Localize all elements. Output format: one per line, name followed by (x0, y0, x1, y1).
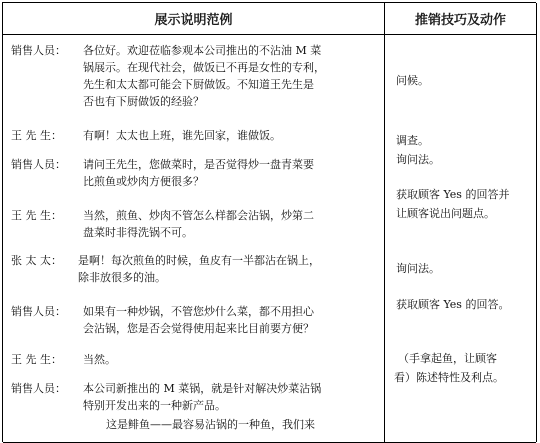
technique-note: 询问法。 (396, 262, 440, 275)
dialogue-line: 当然，煎鱼、炒肉不管怎么样都会沾锅，炒第二 (83, 209, 314, 222)
header-sales-techniques: 推销技巧及动作 (414, 13, 506, 28)
dialogue-line: 当然。 (83, 353, 116, 366)
technique-note: 问候。 (396, 74, 429, 87)
speaker-label: 王 先 生： (11, 353, 62, 366)
dialogue-line: 锅展示。在现代社会，做饭已不再是女性的专利， (83, 61, 325, 74)
dialogue-line: 这是鲱鱼——最容易沾锅的一种鱼，我们来 (106, 418, 315, 431)
technique-note: 获取顾客 Yes 的回答并 (396, 188, 510, 201)
dialogue-line: 是啊！每次煎鱼的时候，鱼皮有一半都沾在锅上， (78, 254, 320, 267)
sales-demo-table (2, 2, 536, 442)
technique-note: 调查。 (396, 134, 429, 147)
dialogue-line: 有啊！太太也上班，谁先回家，谁做饭。 (83, 129, 281, 142)
dialogue-line: 比煎鱼或炒肉方便很多？ (83, 175, 204, 188)
dialogue-line: 特别开发出来的一种新产品。 (83, 399, 226, 412)
technique-note: （手拿起鱼，让顾客 (398, 352, 497, 365)
technique-note: 询问法。 (396, 153, 440, 166)
speaker-label: 销售人员： (11, 305, 66, 318)
dialogue-line: 否也有下厨做饭的经验？ (83, 95, 204, 108)
speaker-label: 销售人员： (11, 44, 66, 57)
technique-note: 获取顾客 Yes 的回答。 (396, 298, 510, 311)
technique-note: 看）陈述特性及利点。 (394, 371, 504, 384)
column-divider (384, 3, 385, 442)
technique-note: 让顾客说出问题点。 (396, 207, 495, 220)
header-demo-examples: 展示说明范例 (154, 13, 233, 28)
speaker-label: 王 先 生： (11, 209, 62, 222)
speaker-label: 张 太 太： (11, 254, 62, 267)
dialogue-line: 本公司新推出的 M 菜锅，就是针对解决炒菜沾锅 (83, 382, 322, 395)
table-right-border (536, 3, 537, 442)
dialogue-line: 盘菜时非得洗锅不可。 (83, 226, 193, 239)
dialogue-line: 请问王先生，您做菜时，是否觉得炒一盘青菜要 (83, 158, 314, 171)
dialogue-line: 如果有一种炒锅，不管您炒什么菜，都不用担心 (83, 305, 314, 318)
dialogue-line: 会沾锅，您是否会觉得使用起来比目前要方便？ (83, 322, 314, 335)
dialogue-line: 各位好。欢迎莅临参观本公司推出的不沾油 M 菜 (83, 44, 322, 57)
speaker-label: 王 先 生： (11, 129, 62, 142)
dialogue-line: 除非放很多的油。 (78, 271, 166, 284)
dialogue-line: 先生和太太都可能会下厨做饭。不知道王先生是 (83, 78, 314, 91)
speaker-label: 销售人员： (11, 382, 66, 395)
speaker-label: 销售人员： (11, 158, 66, 171)
header-divider (3, 34, 536, 35)
